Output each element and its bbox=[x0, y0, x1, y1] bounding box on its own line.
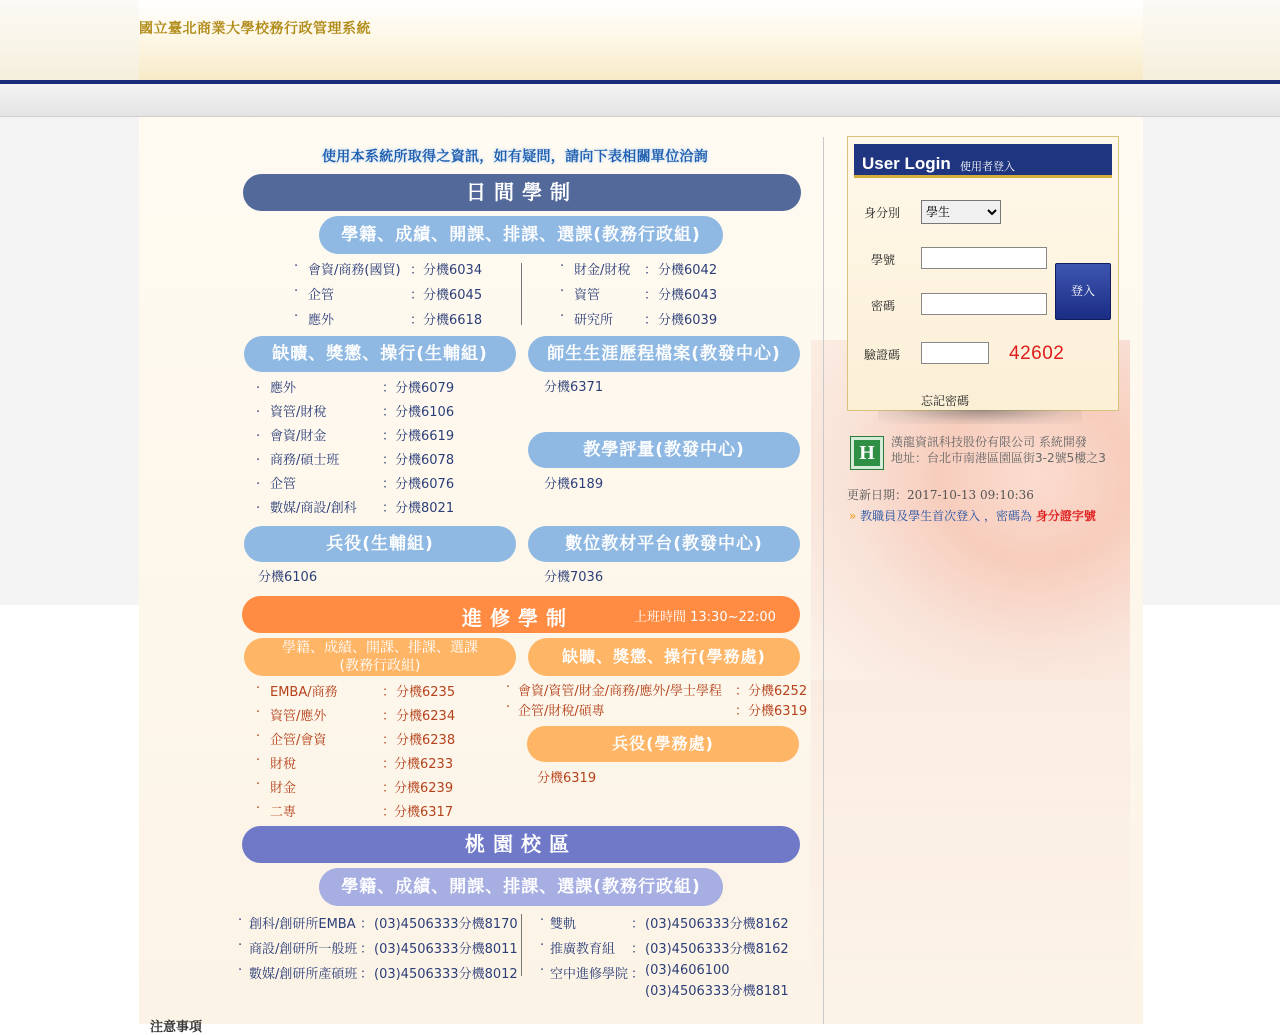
night-military-header: 兵役(學務處) bbox=[527, 726, 799, 762]
first-login-notice bbox=[849, 507, 1096, 524]
day-absence-header: 缺曠、獎懲、操行(生輔組) bbox=[244, 336, 516, 372]
login-button[interactable]: 登入 bbox=[1055, 263, 1111, 320]
update-date: 更新日期：2017-10-13 09:10:36 bbox=[847, 488, 1034, 502]
header-left-margin bbox=[0, 0, 139, 80]
login-title-en: User Login bbox=[862, 154, 951, 173]
column-divider bbox=[823, 137, 824, 1024]
student-id-label: 學號 bbox=[871, 253, 896, 267]
forgot-password-link[interactable]: 忘記密碼 bbox=[921, 394, 970, 408]
login-title-zh: 使用者登入 bbox=[960, 160, 1015, 173]
night-academic-title-line2: (教務行政組) bbox=[339, 658, 421, 674]
background-decoration-lower bbox=[811, 680, 1130, 1024]
contact-ext: 分機6319 bbox=[537, 771, 597, 786]
right-margin bbox=[1143, 117, 1280, 605]
contact-ext: 分機6106 bbox=[258, 570, 318, 585]
night-academic-header bbox=[244, 638, 516, 676]
contact-ext: 分機7036 bbox=[544, 570, 604, 585]
contact-ext: 分機6371 bbox=[544, 380, 604, 395]
contact-ext: 分機6189 bbox=[544, 477, 604, 492]
office-hours: 上班時間 13:30~22:00 bbox=[634, 610, 776, 625]
notice-arrow-icon: » bbox=[849, 509, 857, 523]
login-shadow bbox=[878, 410, 1082, 424]
night-section-title: 進修學制 bbox=[462, 606, 574, 630]
page-header bbox=[0, 0, 1280, 84]
captcha-label: 驗證碼 bbox=[864, 348, 901, 362]
header-right-margin bbox=[1143, 0, 1280, 80]
day-section-header: 日間學制 bbox=[243, 174, 801, 211]
night-section-header bbox=[242, 596, 800, 633]
night-academic-title-line1: 學籍、成績、開課、排課、選課 bbox=[282, 640, 478, 656]
captcha-input[interactable] bbox=[921, 342, 989, 364]
system-title: 國立臺北商業大學校務行政管理系統 bbox=[139, 21, 371, 37]
company-info bbox=[891, 434, 1106, 466]
nav-bar bbox=[0, 84, 1280, 117]
login-header bbox=[854, 144, 1112, 178]
company-name: 漢龍資訊科技股份有限公司 系統開發 bbox=[891, 435, 1087, 449]
divider bbox=[521, 263, 522, 325]
notice-text: 教職員及學生首次登入 ，密碼為 bbox=[860, 509, 1032, 523]
teaching-eval-header: 教學評量(教發中心) bbox=[528, 432, 800, 468]
notice-heading: 注意事項 bbox=[150, 1020, 203, 1035]
password-input[interactable] bbox=[921, 293, 1047, 315]
password-label: 密碼 bbox=[871, 299, 896, 313]
company-logo: H bbox=[850, 436, 884, 470]
career-header: 師生生涯歷程檔案(教發中心) bbox=[528, 336, 800, 372]
captcha-code: 42602 bbox=[1009, 343, 1065, 364]
taoyuan-academic-header: 學籍、成績、開課、排課、選課(教務行政組) bbox=[319, 868, 723, 906]
day-military-header: 兵役(生輔組) bbox=[244, 526, 516, 562]
identity-select[interactable] bbox=[921, 200, 1001, 224]
identity-label: 身分別 bbox=[864, 206, 901, 220]
taoyuan-section-header: 桃園校區 bbox=[242, 826, 800, 863]
left-margin bbox=[0, 117, 139, 605]
digital-platform-header: 數位教材平台(教發中心) bbox=[528, 526, 800, 562]
notice-highlight: 身分證字號 bbox=[1035, 509, 1096, 523]
divider bbox=[521, 914, 522, 976]
student-id-input[interactable] bbox=[921, 247, 1047, 269]
night-absence-header: 缺曠、獎懲、操行(學務處) bbox=[528, 638, 800, 676]
company-address: 地址：台北市南港區園區街3-2號5樓之3 bbox=[891, 451, 1106, 465]
day-academic-header: 學籍、成績、開課、排課、選課(教務行政組) bbox=[319, 216, 723, 254]
login-panel bbox=[847, 136, 1119, 411]
contact-ext: (03)4506333分機8181 bbox=[645, 984, 789, 999]
intro-text: 使用本系統所取得之資訊，如有疑問，請向下表相關單位洽詢 bbox=[322, 149, 709, 165]
